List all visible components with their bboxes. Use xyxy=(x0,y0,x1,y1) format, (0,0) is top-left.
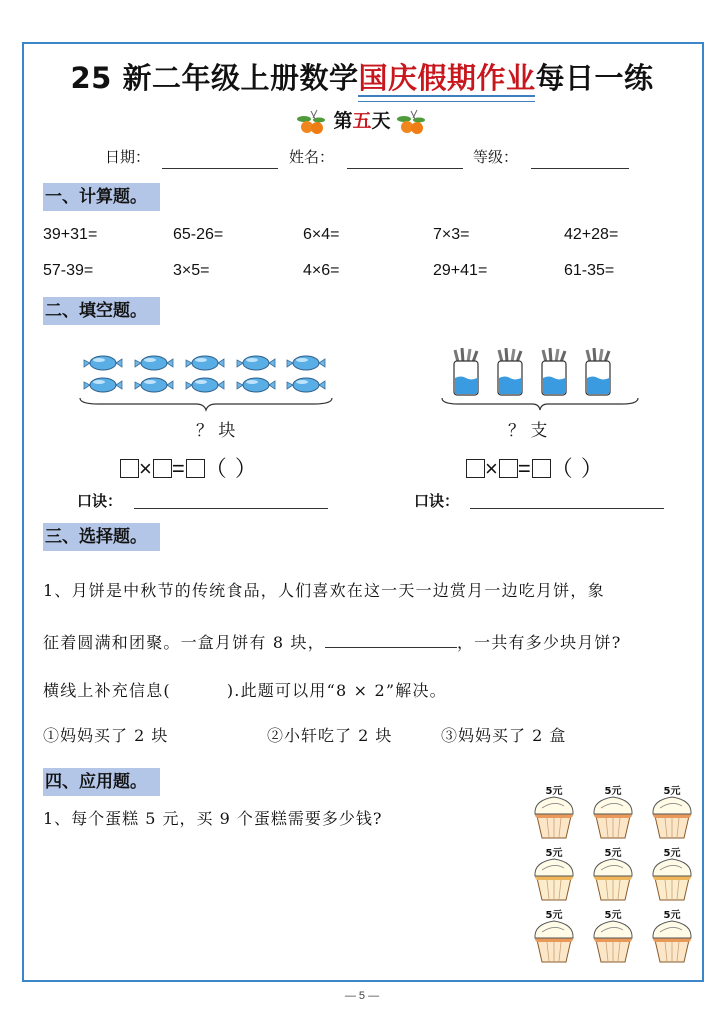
cupcake-icon xyxy=(532,918,576,964)
koujue-label-right: 口诀： xyxy=(414,492,460,510)
name-label: 姓名： xyxy=(289,148,335,166)
page-number: — 5 — xyxy=(344,990,380,1002)
candies-picture xyxy=(78,352,334,412)
cupcake: 5元 xyxy=(646,844,698,904)
cupcakes-picture xyxy=(528,782,698,967)
cupcake: 5元 xyxy=(587,844,639,904)
calc-item: 4×6= xyxy=(303,262,340,279)
calc-item: 57-39= xyxy=(43,262,94,279)
pencils-total-label: ？ 支 xyxy=(508,421,548,441)
cupcake: 5元 xyxy=(528,782,580,842)
question-text-line: 横线上补充信息( ).此题可以用“8 × 2”解决。 xyxy=(43,681,447,700)
cupcake: 5元 xyxy=(587,782,639,842)
calc-item: 61-35= xyxy=(564,262,615,279)
answer-box[interactable] xyxy=(499,459,518,478)
unit-paren[interactable]: （ ） xyxy=(550,456,604,481)
title-suffix: 每日一练 xyxy=(535,61,654,95)
word-problem-text: 1、每个蛋糕 5 元，买 9 个蛋糕需要多少钱? xyxy=(43,809,383,828)
page-title xyxy=(0,56,724,97)
grade-label: 等级： xyxy=(473,148,519,166)
koujue-label-left: 口诀： xyxy=(77,492,123,510)
cupcake-icon xyxy=(591,856,635,902)
multiplication-formula-left: × = （ ） xyxy=(120,452,258,483)
choice-option-2[interactable]: ②小轩吃了 2 块 xyxy=(267,726,393,745)
title-prefix: 25 新二年级上册数学 xyxy=(70,61,359,95)
date-label: 日期： xyxy=(105,148,151,166)
calc-item: 29+41= xyxy=(433,262,488,279)
calc-item: 6×4= xyxy=(303,226,340,243)
cupcake-icon xyxy=(591,918,635,964)
calc-item: 42+28= xyxy=(564,226,619,243)
cupcake: 5元 xyxy=(587,906,639,966)
calc-item: 3×5= xyxy=(173,262,210,279)
candies-total-label: ？ 块 xyxy=(196,421,236,441)
section-heading-fill-in: 二、填空题。 xyxy=(43,297,160,325)
persimmon-icon xyxy=(295,109,329,135)
choice-option-3[interactable]: ③妈妈买了 2 盒 xyxy=(441,726,567,745)
koujue-field-left[interactable] xyxy=(134,508,328,509)
day-label xyxy=(0,106,724,135)
cupcake: 5元 xyxy=(646,782,698,842)
cupcake: 5元 xyxy=(528,906,580,966)
grade-field[interactable] xyxy=(531,168,629,169)
cupcake-icon xyxy=(650,918,694,964)
cupcake-icon xyxy=(532,794,576,840)
day-prefix: 第 xyxy=(333,110,353,132)
calc-item: 39+31= xyxy=(43,226,98,243)
section-heading-multiple-choice: 三、选择题。 xyxy=(43,523,160,551)
cupcake-icon xyxy=(591,794,635,840)
question-text-line: 1、月饼是中秋节的传统食品，人们喜欢在这一天一边赏月一边吃月饼，象 xyxy=(43,581,605,600)
cupcake-icon xyxy=(650,856,694,902)
answer-box[interactable] xyxy=(466,459,485,478)
calc-item: 7×3= xyxy=(433,226,470,243)
koujue-field-right[interactable] xyxy=(470,508,664,509)
answer-box[interactable] xyxy=(120,459,139,478)
persimmon-icon xyxy=(395,109,429,135)
question-text-line: 征着圆满和团聚。一盒月饼有 8 块， ，一共有多少块月饼? xyxy=(43,633,622,652)
choice-option-1[interactable]: ①妈妈买了 2 块 xyxy=(43,726,169,745)
answer-box[interactable] xyxy=(186,459,205,478)
cupcake-icon xyxy=(532,856,576,902)
cupcake-icon xyxy=(650,794,694,840)
answer-box[interactable] xyxy=(532,459,551,478)
cupcake: 5元 xyxy=(646,906,698,966)
calc-item: 65-26= xyxy=(173,226,224,243)
unit-paren[interactable]: （ ） xyxy=(204,456,258,481)
section-heading-word-problem: 四、应用题。 xyxy=(43,768,160,796)
multiplication-formula-right: × = （ ） xyxy=(466,452,604,483)
answer-box[interactable] xyxy=(153,459,172,478)
title-highlight: 国庆假期作业 xyxy=(358,56,535,97)
fill-blank[interactable] xyxy=(325,647,457,648)
date-field[interactable] xyxy=(162,168,278,169)
day-suffix: 天 xyxy=(371,110,391,132)
section-heading-calculation: 一、计算题。 xyxy=(43,183,160,211)
name-field[interactable] xyxy=(347,168,463,169)
pencil-cups-picture xyxy=(440,346,640,412)
day-number: 五 xyxy=(352,110,372,132)
cupcake: 5元 xyxy=(528,844,580,904)
